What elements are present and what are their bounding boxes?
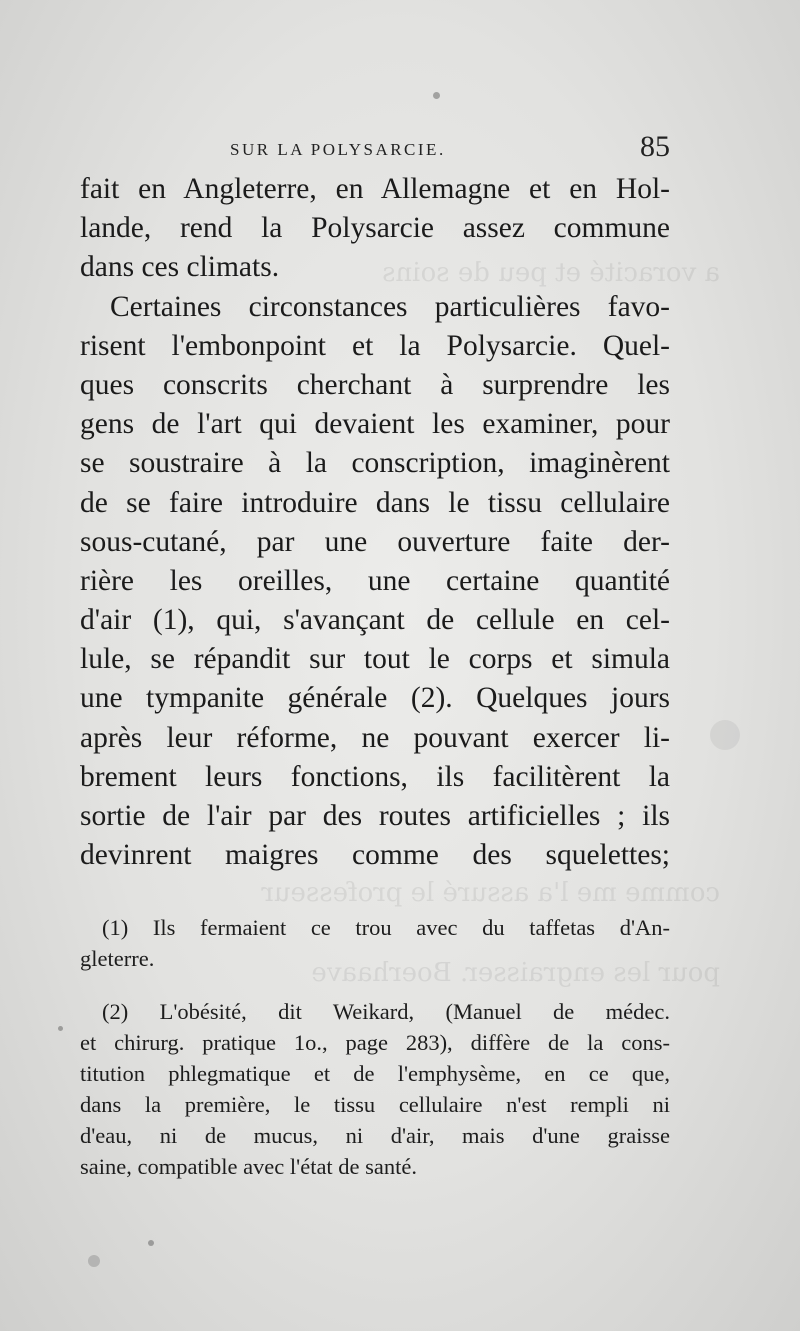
footnote-spacer bbox=[80, 974, 670, 996]
body-line: sous-cutané, par une ouverture faite der- bbox=[80, 525, 670, 558]
body-line: après leur réforme, ne pouvant exercer li- bbox=[80, 721, 670, 754]
body-line: brement leurs fonctions, ils facilitèrent la bbox=[80, 760, 670, 793]
body-line: de se faire introduire dans le tissu cellulaire bbox=[80, 486, 670, 519]
footnotes bbox=[80, 912, 670, 1182]
page-number: 85 bbox=[640, 130, 670, 163]
running-head: SUR LA POLYSARCIE. bbox=[230, 140, 446, 159]
body-text bbox=[80, 170, 670, 875]
footnote-line: (2) L'obésité, dit Weikard, (Manuel de médec. bbox=[102, 999, 670, 1024]
paper-speck bbox=[148, 1240, 154, 1246]
paper-speck bbox=[433, 92, 440, 99]
body-line: sortie de l'air par des routes artificielles ; ils bbox=[80, 800, 670, 832]
footnote-1 bbox=[80, 912, 670, 974]
paper-speck bbox=[88, 1255, 100, 1267]
footnote-line: titution phlegmatique et de l'emphysème, en ce que, bbox=[80, 1061, 670, 1086]
show-through-line: a voracité et peu de soins bbox=[382, 258, 720, 288]
footnote-line: et chirurg. pratique 1o., page 283), diffère de la cons- bbox=[80, 1030, 670, 1055]
body-line: risent l'embonpoint et la Polysarcie. Quel- bbox=[80, 329, 670, 362]
body-line: fait en Angleterre, en Allemagne et en Hol- bbox=[80, 173, 670, 205]
body-line: d'air (1), qui, s'avançant de cellule en cel- bbox=[80, 604, 670, 637]
footnote-2 bbox=[80, 996, 670, 1182]
body-line: une tympanite générale (2). Quelques jours bbox=[80, 682, 670, 715]
body-line: dans ces climats. bbox=[80, 251, 280, 284]
body-line: lande, rend la Polysarcie assez commune bbox=[80, 212, 670, 245]
show-through-line: comme me l'a assuré le professeur bbox=[261, 878, 720, 908]
body-line: gens de l'art qui devaient les examiner, pour bbox=[80, 408, 670, 441]
footnote-line: d'eau, ni de mucus, ni d'air, mais d'une graisse bbox=[80, 1123, 670, 1148]
footnote-line: saine, compatible avec l'état de santé. bbox=[80, 1154, 418, 1179]
page-header bbox=[80, 130, 670, 166]
body-line: ques conscrits cherchant à surprendre les bbox=[80, 368, 670, 401]
body-line: rière les oreilles, une certaine quantité bbox=[80, 564, 670, 597]
paper-speck bbox=[710, 720, 740, 750]
footnote-line: (1) Ils fermaient ce trou avec du taffetas d'An- bbox=[102, 915, 670, 940]
paper-speck bbox=[58, 1026, 63, 1031]
body-line: devinrent maigres comme des squelettes; bbox=[80, 839, 670, 872]
show-through-line: pour les engraisser. Boerhaave bbox=[311, 958, 720, 988]
body-line: Certaines circonstances particulières favo- bbox=[110, 290, 670, 323]
footnote-line: dans la première, le tissu cellulaire n'est rempli ni bbox=[80, 1092, 670, 1117]
body-line: se soustraire à la conscription, imaginèrent bbox=[80, 447, 670, 480]
footnote-line: gleterre. bbox=[80, 946, 155, 971]
body-line: lule, se répandit sur tout le corps et simula bbox=[80, 643, 670, 676]
